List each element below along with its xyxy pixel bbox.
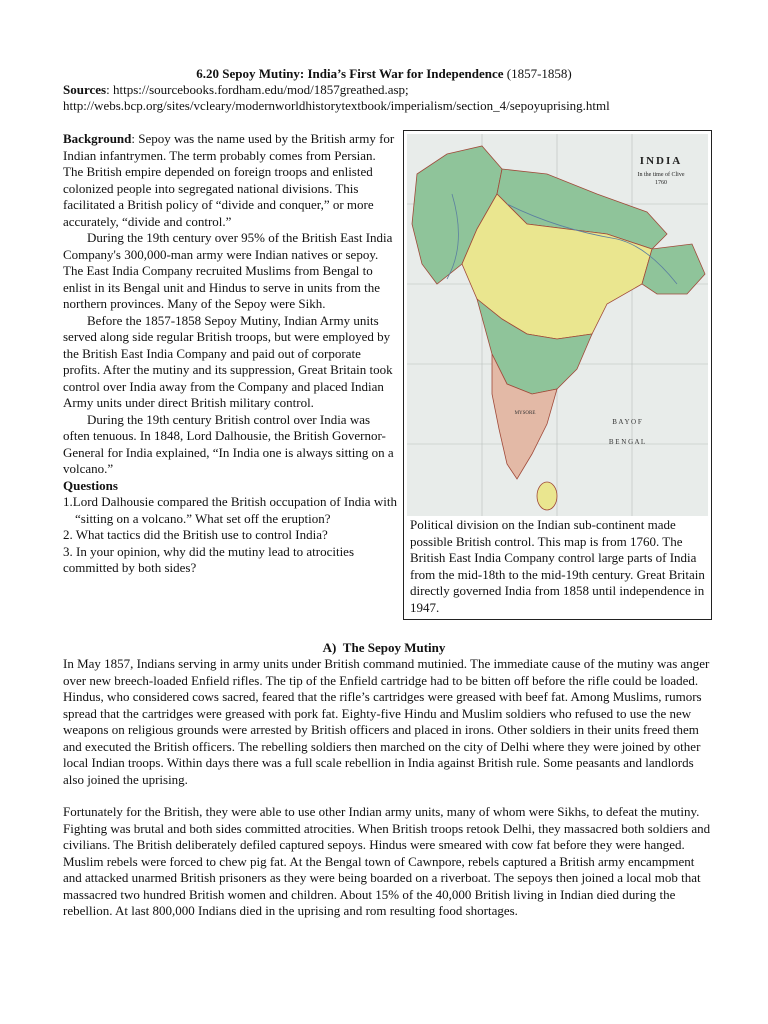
title-text: 6.20 Sepoy Mutiny: India’s First War for Independence [196,66,504,81]
section-a-paragraph-1: In May 1857, Indians serving in army units under British command mutinied. The immediate cause of the mutiny was anger over new breech-loaded Enfield rifles. The tip of the Enfield cartridge had to be bitten off before the rifle could be loaded. Hindus, who considered cows sacred, feared that the rifle’s cartridges were greased with beef fat. Among Muslims, rumors spread that the cartridges were greased with pork fat. Eighty-five Hindu and Muslim soldiers who refused to use the new weapons on religious grounds were arrested by British officers and placed in irons. Other soldiers in their units freed them and executed the British officers. The rebelling soldiers then marched on the city of Delhi where they were joined by other local Indian troops. Within days there was a full scale rebellion in India against British rule. Some peasants and landlords also joined the uprising. [63,656,710,787]
map-bay-label: B E N G A L [608,438,646,446]
background-text-1: : Sepoy was the name used by the British army for Indian infantrymen. The term probably comes from Persian. The British empire depended on foreign troops and enlisted colonized people into segregated national divisions. This facilitated a British policy of “divide and conquer,” or more accurately, “divide and control.” [63,131,395,229]
map-subtitle-1: In the time of Clive [637,172,685,178]
title-years: (1857-1858) [506,66,572,81]
map-bay-label-top: B A Y O F [612,418,642,426]
background-paragraph-3: Before the 1857-1858 Sepoy Mutiny, Indian Army units served along side regular British troops, but were employed by the British East India Company and paid out of corporate profits. After the mutiny and its suppression, Great Britain took control over India away from the Company and placed Indian Army units under direct British military control. [63,312,393,410]
background-label: Background [63,131,132,146]
map-caption: Political division on the Indian sub-continent made possible British control. This map is from 1760. The British East India Company control large parts of India from the mid-18th to the mid-19th century. Great Britain directly governed India from 1858 until independence in 1947. [410,517,705,615]
background-paragraph-2: During the 19th century over 95% of the British East India Company's 300,000-man army were Indian natives or sepoy. The East India Company recruited Muslims from Bengal to enlist in its Bengal unit and Hindus to serve in units from the northern provinces. Many of the Sepoy were Sikh. [63,230,393,311]
map-island-ceylon [537,482,557,510]
map-subtitle-2: 1760 [655,180,667,186]
question-1: 1.Lord Dalhousie compared the British occupation of India with “sitting on a volcano.” What set off the eruption? [63,494,397,526]
map-mysore-label: MYSORE [514,411,536,416]
map-title: INDIA [639,155,683,167]
sources-label: Sources [63,82,107,97]
section-a-heading: A) The Sepoy Mutiny [322,640,446,655]
sources-line [63,82,743,114]
map-figure [403,130,712,620]
background-paragraph-4: During the 19th century British control over India was often tenuous. In 1848, Lord Dalhousie, the British Governor-General for India explained, “In India one is always sitting on a volcano.” [63,411,394,476]
section-a-paragraph-2: Fortunately for the British, they were able to use other Indian army units, many of whom were Sikhs, to defeat the mutiny. Fighting was brutal and both sides committed atrocities. When British troops retook Delhi, they massacred both soldiers and civilians. The British deliberately defiled captured sepoys. Hindus were smeared with cow fat before they were hanged. Muslim rebels were forced to chew pig fat. At the Bengal town of Cawnpore, rebels captured a British army encampment and attacked unarmed British prisoners as they were being boarded on a riverboat. The sepoys then joined a local mob that massacred two hundred British women and children. About 15% of the 40,000 British living in Indian died during the rebellion. At last 800,000 Indians died in the uprising and rom resulting food shortages. [63,804,711,918]
sources-text: : https://sourcebooks.fordham.edu/mod/1857greathed.asp; http://webs.bcp.org/sites/vcleary/modernworldhistorytextbook/imperialism/section_4/sepoyuprising.html [63,82,610,113]
questions-heading: Questions [63,477,118,493]
background-paragraph-1 [63,131,397,230]
document-title [0,66,768,82]
question-3: 3. In your opinion, why did the mutiny lead to atrocities committed by both sides? [63,543,355,575]
question-2: 2. What tactics did the British use to control India? [63,527,328,542]
background-column [63,131,397,577]
india-map-image [407,134,708,516]
